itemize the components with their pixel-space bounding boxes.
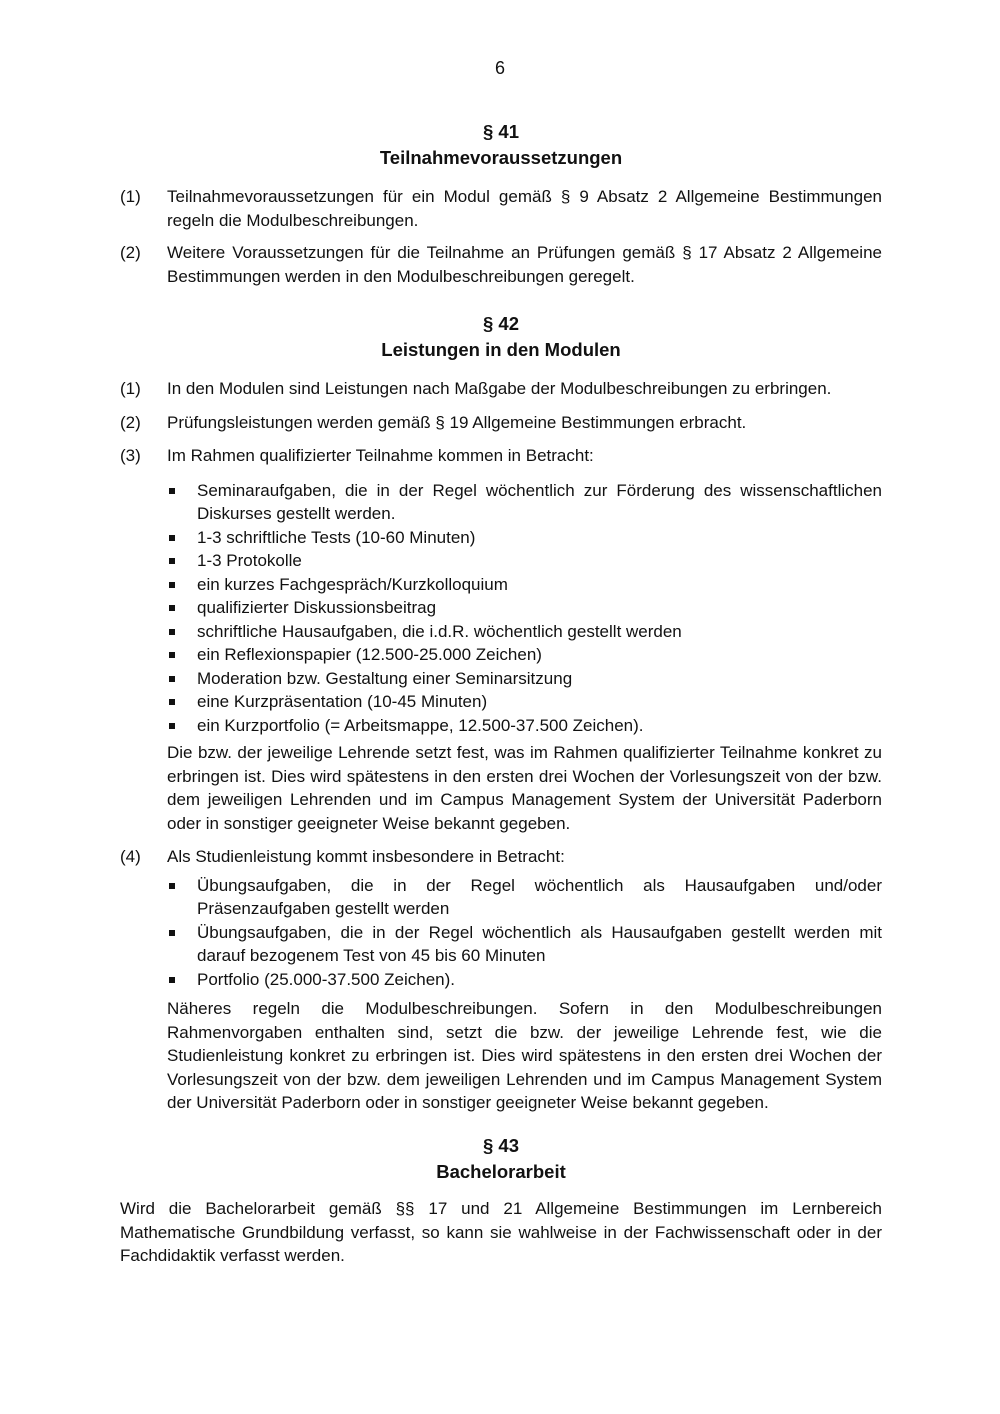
list-item: Portfolio (25.000-37.500 Zeichen). (167, 968, 882, 992)
list-item: eine Kurzpräsentation (10-45 Minuten) (167, 690, 882, 714)
section-42-paragraph-2 (120, 411, 882, 435)
section-42-paragraph-3 (120, 444, 882, 835)
section-42-paragraph-1 (120, 377, 882, 401)
section-41-paragraph-1 (120, 185, 882, 232)
paragraph-number: (1) (120, 379, 141, 398)
list-item: schriftliche Hausaufgaben, die i.d.R. wöchentlich gestellt werden (167, 620, 882, 644)
section-43-title: Bachelorarbeit (436, 1161, 566, 1182)
qualified-participation-list (167, 479, 882, 738)
paragraph-text: Als Studienleistung kommt insbesondere in Betracht: (167, 847, 565, 866)
list-item: Übungsaufgaben, die in der Regel wöchentlich als Hausaufgaben und/oder Präsenzaufgaben gestellt werden (167, 874, 882, 921)
paragraph-text: Im Rahmen qualifizierter Teilnahme kommen in Betracht: (167, 446, 594, 465)
section-41-number: § 41 (482, 121, 519, 142)
paragraph-number: (1) (120, 187, 141, 206)
list-item: ein Kurzportfolio (= Arbeitsmappe, 12.500-37.500 Zeichen). (167, 714, 882, 738)
section-41-title: Teilnahmevoraussetzungen (379, 147, 623, 168)
section-41 (120, 119, 882, 288)
list-item: qualifizierter Diskussionsbeitrag (167, 596, 882, 620)
paragraph-number: (4) (120, 847, 141, 866)
section-43 (120, 1133, 882, 1268)
list-item: Moderation bzw. Gestaltung einer Seminarsitzung (167, 667, 882, 691)
section-42-number: § 42 (482, 313, 519, 334)
list-item: 1-3 schriftliche Tests (10-60 Minuten) (167, 526, 882, 550)
list-item: ein Reflexionspapier (12.500-25.000 Zeichen) (167, 643, 882, 667)
list-item: Übungsaufgaben, die in der Regel wöchentlich als Hausaufgaben gestellt werden mit darauf bezogenem Test von 45 bis 60 Minuten (167, 921, 882, 968)
list-item: ein kurzes Fachgespräch/Kurzkolloquium (167, 573, 882, 597)
paragraph-text: Teilnahmevoraussetzungen für ein Modul gemäß § 9 Absatz 2 Allgemeine Bestimmungen regeln die Modulbeschreibungen. (167, 187, 882, 230)
section-42-paragraph-4 (120, 845, 882, 1115)
paragraph-note: Näheres regeln die Modulbeschreibungen. Sofern in den Modulbeschreibungen Rahmenvorgaben enthalten sind, setzt die bzw. der jeweilige Lehrende fest, wie die Studienleistung konkret zu erbringen ist. Dies wird spätestens in den ersten drei Wochen der Vorlesungszeit von der bzw. dem jeweiligen Lehrenden und im Campus Management System der Universität Paderborn oder in sonstiger geeigneter Weise bekannt gegeben. (167, 999, 882, 1112)
list-item: Seminaraufgaben, die in der Regel wöchentlich zur Förderung des wissenschaftlichen Diskurses gestellt werden. (167, 479, 882, 526)
section-43-text: Wird die Bachelorarbeit gemäß §§ 17 und 21 Allgemeine Bestimmungen im Lernbereich Mathematische Grundbildung verfasst, so kann sie wahlweise in der Fachwissenschaft oder in der Fachdidaktik verfasst werden. (120, 1199, 882, 1265)
paragraph-text: Prüfungsleistungen werden gemäß § 19 Allgemeine Bestimmungen erbracht. (167, 412, 747, 432)
paragraph-note: Die bzw. der jeweilige Lehrende setzt fest, was im Rahmen qualifizierter Teilnahme konkret zu erbringen ist. Dies wird spätestens in den ersten drei Wochen der Vorlesungszeit von der bzw. dem jeweiligen Lehrenden und im Campus Management System der Universität Paderborn oder in sonstiger geeigneter Weise bekannt gegeben. (167, 743, 882, 833)
paragraph-text: Weitere Voraussetzungen für die Teilnahme an Prüfungen gemäß § 17 Absatz 2 Allgemeine Bestimmungen werden in den Modulbeschreibungen geregelt. (167, 243, 882, 286)
section-42 (120, 311, 882, 1115)
paragraph-text: In den Modulen sind Leistungen nach Maßgabe der Modulbeschreibungen zu erbringen. (167, 379, 832, 398)
paragraph-number: (3) (120, 446, 141, 465)
section-41-paragraph-2 (120, 241, 882, 288)
paragraph-number: (2) (120, 412, 141, 432)
section-42-title: Leistungen in den Modulen (381, 339, 621, 360)
section-43-number: § 43 (482, 1135, 519, 1156)
list-item: 1-3 Protokolle (167, 549, 882, 573)
page-number: 6 (494, 58, 505, 78)
study-achievement-list (167, 874, 882, 992)
paragraph-number: (2) (120, 243, 141, 262)
